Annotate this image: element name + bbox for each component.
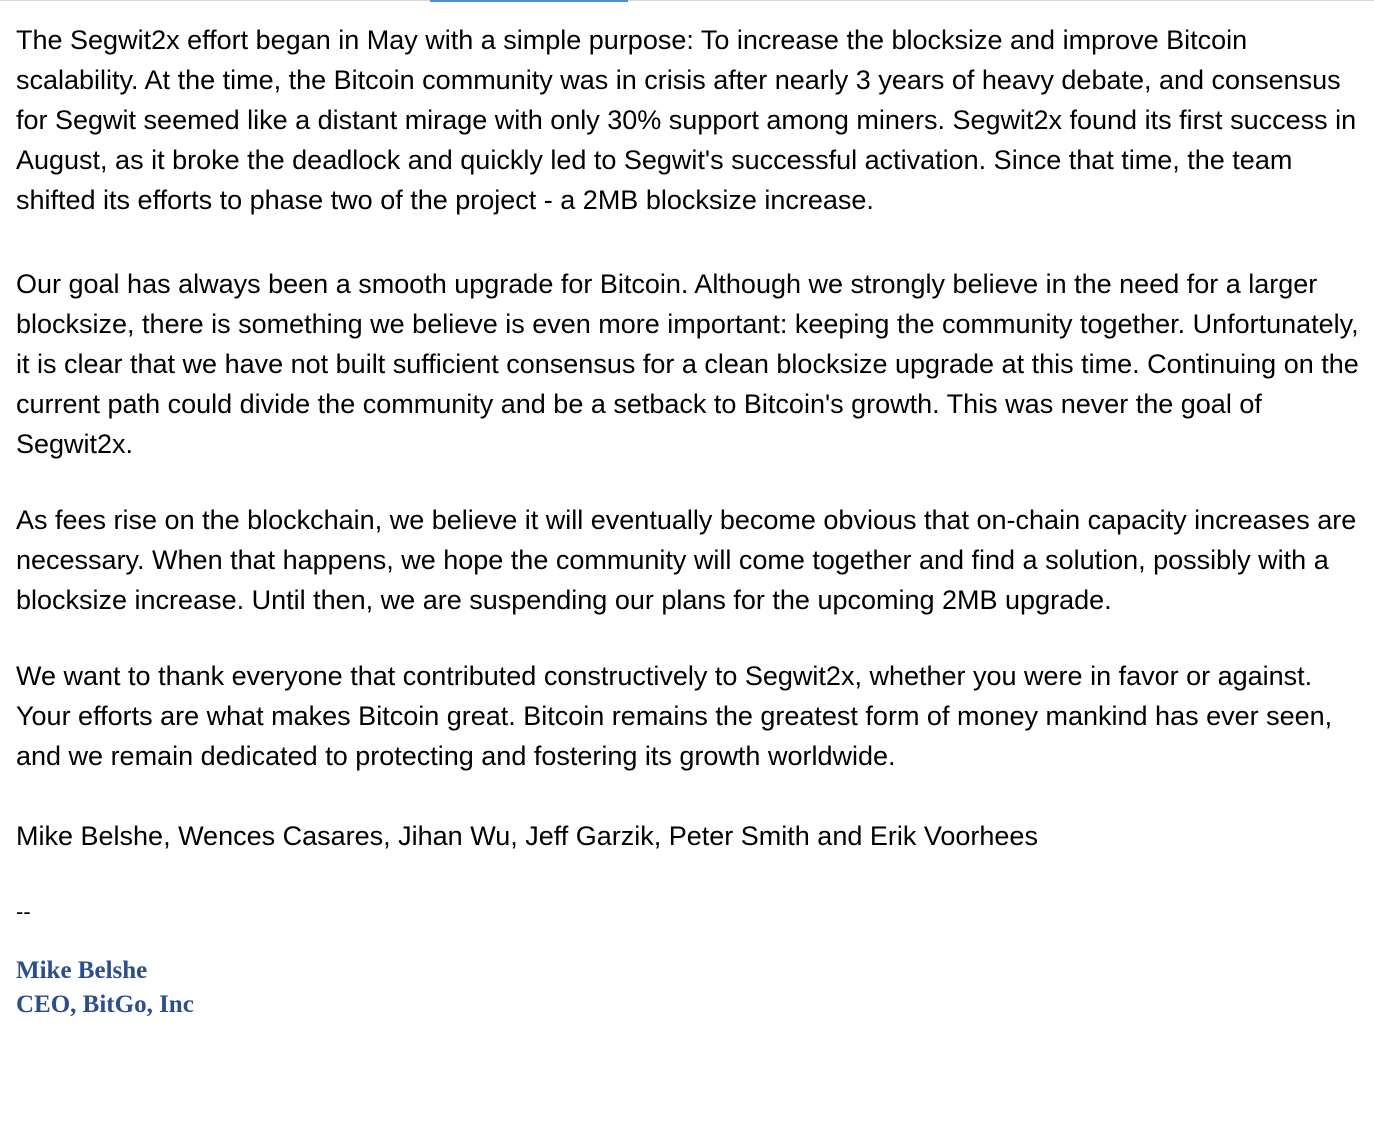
active-tab-indicator [430, 0, 628, 2]
paragraph-2: Our goal has always been a smooth upgrade for Bitcoin. Although we strongly believe in the need for a larger blocksize, there is something we believe is even more important: keeping the community together. Unfortunately, it is clear that we have not built sufficient consensus for a clean blocksize upgrade at this time. Continuing on the current path could divide the community and be a setback to Bitcoin's growth. This was never the goal of Segwit2x. [16, 269, 1359, 459]
top-divider [0, 0, 1374, 1]
signers-line: Mike Belshe, Wences Casares, Jihan Wu, Jeff Garzik, Peter Smith and Erik Voorhees [16, 821, 1038, 851]
signature-title: CEO, BitGo, Inc [16, 991, 194, 1018]
message-content [16, 20, 1368, 932]
signature-separator: -- [16, 899, 31, 924]
signature-block [16, 954, 1374, 1022]
paragraph-4: We want to thank everyone that contributed constructively to Segwit2x, whether you were in favor or against. Your efforts are what makes Bitcoin great. Bitcoin remains the greatest form of money mankind has ever seen, and we remain dedicated to protecting and fostering its growth worldwide. [16, 661, 1333, 771]
signature-name: Mike Belshe [16, 957, 148, 984]
paragraph-1: The Segwit2x effort began in May with a simple purpose: To increase the blocksize and improve Bitcoin scalability. At the time, the Bitcoin community was in crisis after nearly 3 years of heavy debate, and consensus for Segwit seemed like a distant mirage with only 30% support among miners. Segwit2x found its first success in August, as it broke the deadlock and quickly led to Segwit's successful activation. Since that time, the team shifted its efforts to phase two of the project - a 2MB blocksize increase. [16, 25, 1357, 215]
paragraph-3: As fees rise on the blockchain, we believe it will eventually become obvious that on-chain capacity increases are necessary. When that happens, we hope the community will come together and find a solution, possibly with a blocksize increase. Until then, we are suspending our plans for the upcoming 2MB upgrade. [16, 505, 1357, 615]
